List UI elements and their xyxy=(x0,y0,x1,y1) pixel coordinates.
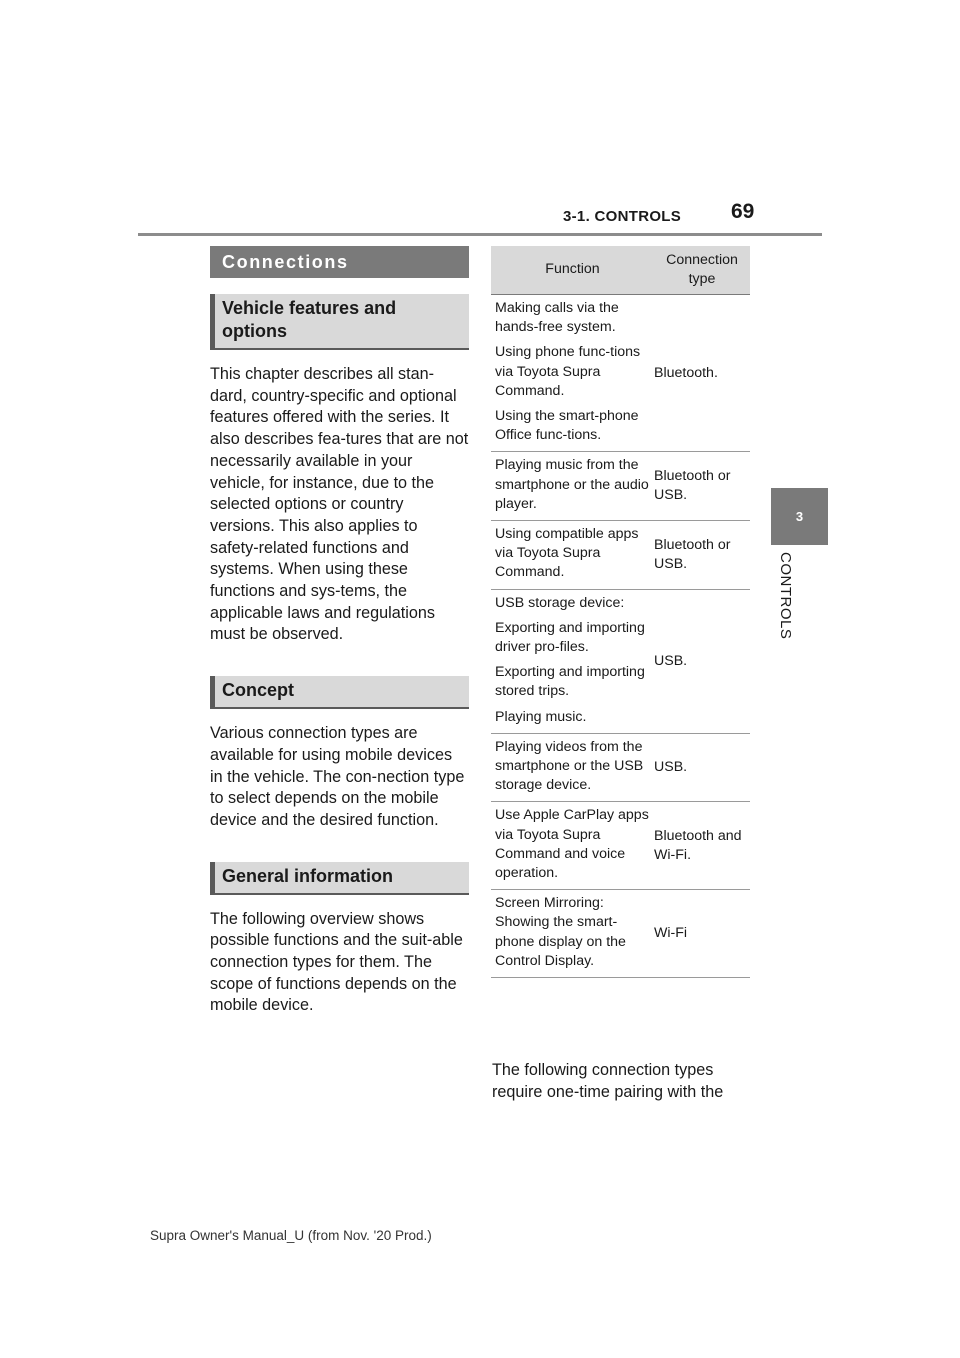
table-row xyxy=(491,452,750,521)
connection-table xyxy=(491,246,750,978)
cell-connection: Wi-Fi xyxy=(654,925,688,942)
connections-banner: Connections xyxy=(210,246,469,278)
function-item: Exporting and importing driver pro-files. xyxy=(495,619,645,656)
cell-function xyxy=(491,590,651,733)
heading-concept: Concept xyxy=(210,676,469,709)
cell-connection: USB. xyxy=(654,652,688,669)
function-item: Making calls via the hands-free system. xyxy=(495,300,619,336)
function-item: Playing music. xyxy=(495,708,587,725)
cell-function xyxy=(491,734,651,802)
cell-function xyxy=(491,295,651,451)
paragraph-pairing: The following connection types require one-time pairing with the xyxy=(492,1061,724,1101)
table-row xyxy=(491,890,750,978)
function-item: Playing videos from the smartphone or the USB storage device. xyxy=(495,738,644,794)
cell-function xyxy=(491,890,651,977)
cell-connection: Bluetooth. xyxy=(654,364,718,381)
function-item: Screen Mirroring: Showing the smart-phone display on the Control Display. xyxy=(495,895,626,969)
cell-connection: Bluetooth or USB. xyxy=(654,468,731,504)
table-row xyxy=(491,802,750,890)
function-item: Using phone func-tions via Toyota Supra Command. xyxy=(495,344,641,399)
cell-function xyxy=(491,521,651,589)
section-title: 3-1. CONTROLS xyxy=(563,208,682,225)
table-row xyxy=(491,295,750,452)
function-item: Exporting and importing stored trips. xyxy=(495,664,645,700)
function-item: Using compatible apps via Toyota Supra Command. xyxy=(495,526,639,581)
chapter-tab: 3 xyxy=(771,488,828,545)
function-item: Using the smart-phone Office func-tions. xyxy=(495,408,639,444)
header-connection-type: Connection type xyxy=(666,252,738,287)
cell-function xyxy=(491,802,651,889)
table-row xyxy=(491,734,750,803)
heading-vehicle-features: Vehicle features and options xyxy=(210,294,469,350)
function-item: Playing music from the smartphone or the audio player. xyxy=(495,457,649,512)
cell-connection: USB. xyxy=(654,759,688,776)
chapter-tab-label: CONTROLS xyxy=(777,552,794,640)
table-row xyxy=(491,590,750,734)
function-item: USB storage device: xyxy=(495,594,625,611)
left-column xyxy=(210,246,469,1017)
header-function: Function xyxy=(545,261,600,278)
cell-connection: Bluetooth or USB. xyxy=(654,536,731,572)
paragraph-vehicle-features: This chapter describes all stan-dard, country-specific and optional features offered with the series. It also describes fea-tures that are not necessarily available in your vehicle, for instance, due to the selected options or country versions. This also applies to safety-related functions and systems. When using these functions and sys-tems, the applicable laws and regulations must be observed. xyxy=(210,365,469,644)
cell-connection: Bluetooth and Wi-Fi. xyxy=(654,827,742,863)
paragraph-concept: Various connection types are available for using mobile devices in the vehicle. The con-nection type to select depends on the mobile device and the desired function. xyxy=(210,724,465,829)
page-number: 69 xyxy=(731,200,755,223)
header-rule xyxy=(138,233,822,236)
table-header xyxy=(491,246,750,295)
cell-function xyxy=(491,452,651,520)
paragraph-general-information: The following overview shows possible functions and the suit-able connection types for them. The scope of functions depends on the mobile device. xyxy=(210,909,463,1015)
footer-manual-title: Supra Owner's Manual_U (from Nov. '20 Prod.) xyxy=(150,1228,432,1243)
heading-general-information: General information xyxy=(210,862,469,895)
table-row xyxy=(491,521,750,590)
function-item: Use Apple CarPlay apps via Toyota Supra Command and voice operation. xyxy=(495,807,649,882)
